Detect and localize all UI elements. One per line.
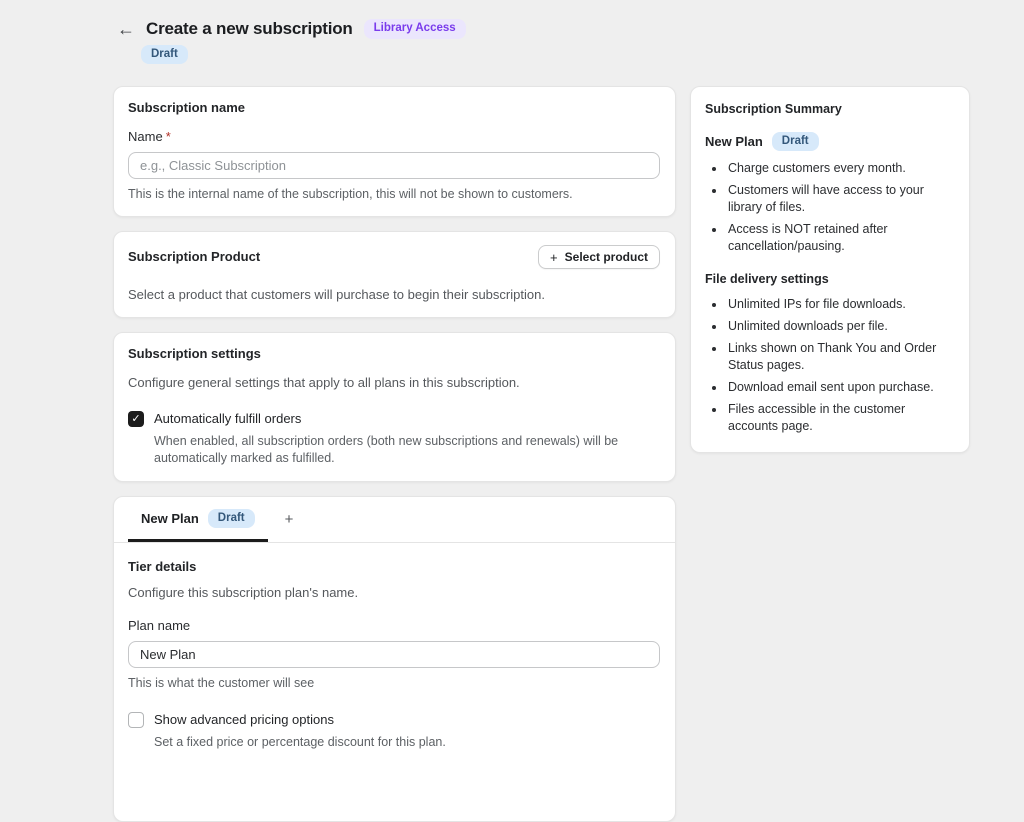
plus-icon: + <box>550 249 558 265</box>
fulfill-orders-checkbox[interactable] <box>128 411 144 427</box>
summary-bullet: • Access is NOT retained after cancellation/pausing. <box>726 221 955 255</box>
select-product-label: Select product <box>564 250 648 265</box>
summary-plan-name: New Plan <box>705 134 763 150</box>
file-delivery-title: File delivery settings <box>705 272 829 287</box>
fulfill-orders-helper: When enabled, all subscription orders (both new subscriptions and renewals) will be automatically marked as fulfilled. <box>154 434 619 466</box>
tier-details-title: Tier details <box>128 559 197 575</box>
plan-card <box>113 496 676 822</box>
summary-bullet: • Customers will have access to your library of files. <box>726 182 955 216</box>
draft-status-badge: Draft <box>141 45 188 64</box>
library-access-badge: Library Access <box>364 19 466 38</box>
check-icon: ✓ <box>131 412 141 425</box>
summary-bullet: • Files accessible in the customer accounts page. <box>726 401 955 435</box>
plan-name-helper: This is what the customer will see <box>128 676 315 691</box>
plan-name-input[interactable] <box>128 641 660 668</box>
name-field-label <box>128 129 660 145</box>
advanced-pricing-row <box>128 712 660 751</box>
name-label-text: Name <box>128 129 163 145</box>
advanced-pricing-checkbox[interactable] <box>128 712 144 728</box>
summary-bullet: • Links shown on Thank You and Order Status pages. <box>726 340 955 374</box>
back-arrow-icon[interactable]: ← <box>117 19 135 39</box>
subscription-product-title: Subscription Product <box>128 249 261 265</box>
summary-bullet: • Download email sent upon purchase. <box>726 379 955 396</box>
summary-plan-list <box>705 160 955 255</box>
subscription-name-input[interactable] <box>128 152 660 179</box>
summary-plan-row <box>705 132 955 151</box>
select-product-button[interactable] <box>538 245 660 269</box>
summary-title: Subscription Summary <box>705 102 842 117</box>
subscription-product-description: Select a product that customers will purchase to begin their subscription. <box>128 287 545 303</box>
summary-bullet: • Charge customers every month. <box>726 160 955 177</box>
subscription-settings-description: Configure general settings that apply to all plans in this subscription. <box>128 375 520 391</box>
page-title: Create a new subscription <box>146 19 353 38</box>
file-delivery-list <box>705 296 955 435</box>
advanced-pricing-text <box>154 712 446 751</box>
required-asterisk: * <box>165 129 171 145</box>
tier-details-description: Configure this subscription plan's name. <box>128 585 359 601</box>
summary-bullet: • Unlimited downloads per file. <box>726 318 955 335</box>
subscription-product-card <box>113 231 676 318</box>
advanced-pricing-label[interactable]: Show advanced pricing options <box>154 712 334 728</box>
page-header-subrow <box>0 39 1024 64</box>
subscription-settings-card <box>113 332 676 482</box>
fulfill-orders-row <box>128 411 660 467</box>
plan-card-body <box>114 543 675 821</box>
plan-tabs <box>114 497 675 543</box>
subscription-name-title: Subscription name <box>128 100 246 116</box>
subscription-settings-title: Subscription settings <box>128 346 261 362</box>
add-plan-tab-button[interactable]: + <box>268 497 311 542</box>
subscription-summary-card <box>690 86 970 453</box>
page-header <box>0 0 1024 39</box>
advanced-pricing-helper: Set a fixed price or percentage discount for this plan. <box>154 735 446 750</box>
tab-new-plan[interactable] <box>128 497 268 542</box>
tab-draft-badge: Draft <box>208 509 255 528</box>
summary-bullet: • Unlimited IPs for file downloads. <box>726 296 955 313</box>
subscription-name-helper: This is the internal name of the subscription, this will not be shown to customers. <box>128 187 573 202</box>
form-column <box>113 86 676 822</box>
fulfill-orders-text <box>154 411 656 467</box>
fulfill-orders-label[interactable]: Automatically fulfill orders <box>154 411 302 427</box>
summary-draft-badge: Draft <box>772 132 819 151</box>
summary-column <box>690 86 970 453</box>
tab-new-plan-label: New Plan <box>141 510 199 526</box>
subscription-name-card <box>113 86 676 217</box>
plan-name-label: Plan name <box>128 618 191 634</box>
